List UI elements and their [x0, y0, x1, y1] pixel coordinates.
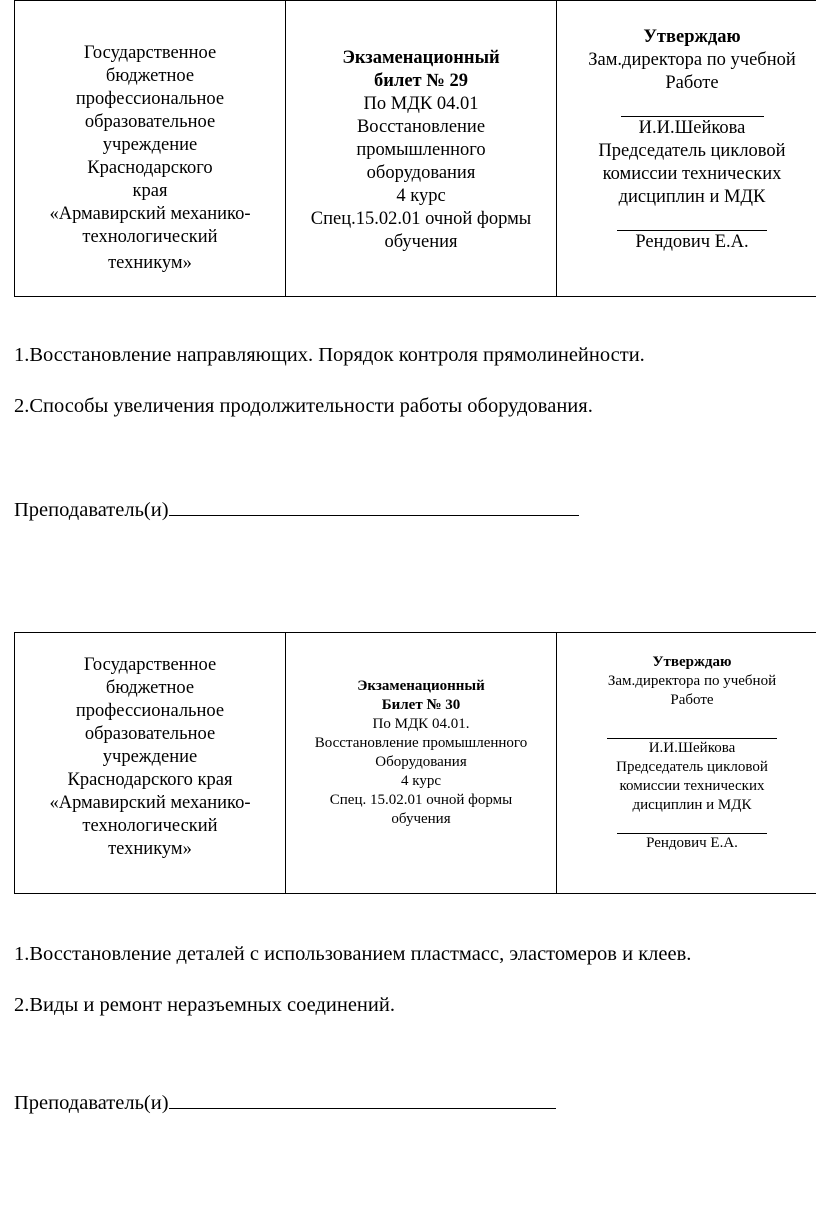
org-line: техникум» [108, 253, 192, 273]
committee-line: комиссии технических [619, 778, 765, 794]
detail-line: 4 курс [401, 773, 441, 789]
detail-line: оборудования [366, 163, 476, 183]
ticket-title: Экзаменационный [342, 48, 500, 68]
org-line: образовательное [84, 112, 216, 132]
approve-line: Зам.директора по учебной [607, 673, 777, 689]
org-line: «Армавирский механико- [49, 793, 251, 813]
signer-name: И.И.Шейкова [638, 118, 746, 138]
signature-line [617, 815, 767, 834]
ticket-info-cell [286, 1, 557, 297]
org-line: Государственное [83, 43, 217, 63]
approve-line: Работе [670, 692, 714, 708]
detail-line: По МДК 04.01. [372, 716, 470, 732]
institution-cell [15, 1, 286, 297]
detail-line: обучения [391, 811, 451, 827]
approval-cell [557, 633, 816, 894]
org-line: технологический [82, 227, 218, 247]
org-line: бюджетное [105, 66, 195, 86]
org-line: профессиональное [75, 701, 225, 721]
question-2: 2.Способы увеличения продолжительности работы оборудования. [14, 395, 593, 417]
detail-line: Восстановление промышленного [314, 735, 528, 751]
org-line: профессиональное [75, 89, 225, 109]
institution-cell [15, 633, 286, 894]
org-line: Краснодарского края [67, 770, 233, 790]
ticket-29-header [14, 0, 816, 297]
signature-line [607, 710, 777, 739]
ticket-30-header [14, 632, 816, 894]
signature-line [617, 209, 767, 231]
detail-line: 4 курс [396, 186, 446, 206]
detail-line: обучения [384, 232, 458, 252]
ticket-number: билет № 29 [374, 71, 468, 91]
ticket-number: Билет № 30 [381, 697, 461, 713]
committee-line: комиссии технических [602, 164, 782, 184]
teacher-label: Преподаватель(и) [14, 499, 169, 521]
detail-line: Оборудования [375, 754, 467, 770]
org-line: Краснодарского [87, 158, 213, 178]
signer-name: И.И.Шейкова [648, 740, 736, 756]
question-2: 2.Виды и ремонт неразъемных соединений. [14, 994, 395, 1016]
ticket-title: Экзаменационный [357, 678, 485, 694]
detail-line: промышленного [356, 140, 486, 160]
committee-line: Председатель цикловой [616, 759, 768, 775]
approve-line: Зам.директора по учебной [588, 50, 796, 70]
org-line: «Армавирский механико- [49, 204, 251, 224]
signer-name: Рендович Е.А. [646, 835, 738, 851]
org-line: учреждение [102, 135, 198, 155]
committee-line: дисциплин и МДК [618, 187, 766, 207]
teacher-label: Преподаватель(и) [14, 1092, 169, 1114]
question-1: 1.Восстановление деталей с использованием пластмасс, эластомеров и клеев. [14, 943, 692, 965]
detail-line: Спец.15.02.01 очной формы [310, 209, 532, 229]
org-line: образовательное [84, 724, 216, 744]
org-line: техникум» [108, 839, 192, 859]
committee-line: Председатель цикловой [598, 141, 786, 161]
teacher-signature-row [14, 497, 579, 522]
org-line: края [132, 181, 168, 201]
ticket-info-cell [286, 633, 557, 894]
detail-line: Восстановление [356, 117, 486, 137]
approve-heading: Утверждаю [643, 27, 741, 47]
approve-line: Работе [665, 73, 719, 93]
committee-line: дисциплин и МДК [632, 797, 752, 813]
teacher-signature-line [169, 1090, 556, 1109]
approval-cell [557, 1, 816, 297]
signer-name: Рендович Е.А. [635, 232, 749, 252]
org-line: учреждение [102, 747, 198, 767]
detail-line: Спец. 15.02.01 очной формы [329, 792, 513, 808]
org-line: бюджетное [105, 678, 195, 698]
approve-heading: Утверждаю [652, 654, 732, 670]
question-1: 1.Восстановление направляющих. Порядок контроля прямолинейности. [14, 344, 645, 366]
teacher-signature-line [169, 497, 579, 516]
org-line: Государственное [83, 655, 217, 675]
signature-line [621, 95, 764, 117]
org-line: технологический [82, 816, 218, 836]
teacher-signature-row [14, 1090, 556, 1115]
detail-line: По МДК 04.01 [363, 94, 479, 114]
